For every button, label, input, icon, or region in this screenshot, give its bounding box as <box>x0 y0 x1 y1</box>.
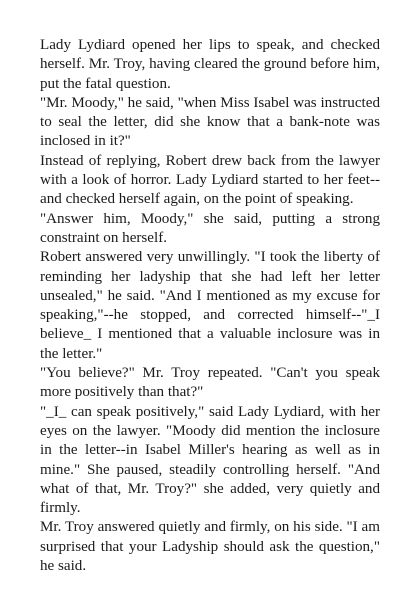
paragraph: Lady Lydiard opened her lips to speak, and checked herself. Mr. Troy, having cleared the ground before him, put the fatal question. <box>40 37 380 92</box>
paragraph: "You believe?" Mr. Troy repeated. "Can't you speak more positively than that?" <box>40 365 380 401</box>
page-text <box>40 36 380 576</box>
paragraph: "Mr. Moody," he said, "when Miss Isabel was instructed to seal the letter, did she know that a bank-note was inclosed in it?" <box>40 94 380 150</box>
paragraph: Robert answered very unwillingly. "I took the liberty of reminding her ladyship that she had left her letter unsealed," he said. "And I mentioned as my excuse for speaking,"--he stopped, and corrected himself--"_I believe_ I mentioned that a valuable inclosure was in the letter." <box>40 249 380 362</box>
paragraph: "_I_ can speak positively," said Lady Lydiard, with her eyes on the lawyer. "Moody did mention the inclosure in the letter--in Isabel Miller's hearing as well as in mine." She paused, steadily controlling herself. "And what of that, Mr. Troy?" she added, very quietly and firmly. <box>40 403 380 517</box>
paragraph: "Answer him, Moody," she said, putting a strong constraint on herself. <box>40 210 380 246</box>
paragraph: Instead of replying, Robert drew back from the lawyer with a look of horror. Lady Lydiard started to her feet--and checked herself again, on the point of speaking. <box>40 152 380 208</box>
paragraph: Mr. Troy answered quietly and firmly, on his side. "I am surprised that your Ladyship should ask the question," he said. <box>40 519 380 575</box>
